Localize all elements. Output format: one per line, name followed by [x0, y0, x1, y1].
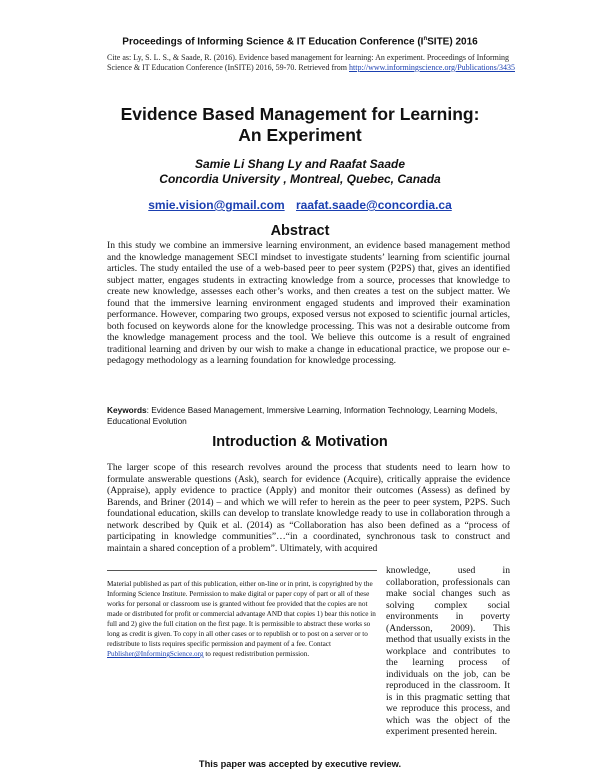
keywords-text: : Evidence Based Management, Immersive Learning, Information Technology, Learning Models, Educational Evolution: [107, 405, 498, 426]
author-names: Samie Li Shang Ly and Raafat Saade: [194, 157, 406, 171]
introduction-heading: Introduction & Motivation: [212, 434, 388, 450]
author-emails: [0, 198, 600, 212]
abstract-heading: Abstract: [270, 223, 330, 239]
title-line-1: Evidence Based Management for Learning:: [120, 104, 480, 124]
copyright-notice: [107, 570, 377, 659]
publisher-email-link[interactable]: Publisher@InformingScience.org: [107, 650, 204, 658]
proceedings-header: [0, 36, 600, 47]
keywords-label: Keywords: [107, 405, 147, 415]
review-footer: This paper was accepted by executive review.: [198, 759, 402, 769]
keywords-line: [107, 405, 510, 427]
paper-title: [0, 104, 600, 146]
header-suffix: SITE) 2016: [427, 36, 478, 48]
header-superscript: n: [423, 36, 428, 42]
title-line-2: An Experiment: [238, 125, 362, 145]
citation-text: Cite as: Ly, S. L. S., & Saade, R. (2016). Evidence based management for learning: An experiment. Proceedings of Informing Science & IT Education Conference (InSITE) 2016, 59-70. Retrieved from: [107, 53, 510, 72]
email-link-2[interactable]: raafat.saade@concordia.ca: [295, 198, 452, 212]
header-prefix: Proceedings of Informing Science & IT Education Conference (I: [122, 36, 424, 48]
notice-text: Material published as part of this publication, either on-line or in print, is copyrighted by the Informing Science Institute. Permission to make digital or paper copy of part or all of these works for personal or classroom use is granted without fee provided that the copies are not made or distributed for profit or commercial advantage AND that copies 1) bear this notice in full and 2) give the full citation on the first page. It is permissible to abstract these works so long as credit is given. To copy in all other cases or to republish or to post on a server or to redistribute to lists requires specific permission and payment of a fee. Contact: [107, 580, 376, 648]
notice-text-after: to request redistribution permission.: [203, 650, 310, 658]
email-link-1[interactable]: smie.vision@gmail.com: [148, 198, 285, 212]
introduction-text: The larger scope of this research revolves around the process that students need to learn how to formulate answerable questions (Ask), search for evidence (Acquire), critically appraise the evidence (Appraise), apply evidence to practice (Apply) and monitor their outcomes (Assess) as defined by Barends, and Briner (2014) – and which we will refer to herein as the peer to peer system, P2PS. Such foundational education, skills can develop to translate knowledge ready to use in collaboration through a network described by Quik et al. (2014) as “Collaboration has also been defined as a “process of participating in knowledge communities”…“in a coordinated, synchronous task to construct and maintain a shared conception of a problem”. Ultimately, with acquired: [107, 462, 510, 554]
introduction-text-column: knowledge, used in collaboration, professionals can make social changes such as solving complex social environments in poverty (Andersson, 2009). This method that usually exists in the workplace and contributes to the learning process of individuals on the job, can be reproduced in the classroom. It is in this pragmatic setting that we reproduce this process, and which was the object of the experiment presented herein.: [386, 565, 510, 737]
author-block: [0, 157, 600, 187]
abstract-text: In this study we combine an immersive learning environment, an evidence based management method and the knowledge management SECI mindset to investigate students’ learning from scientific journal articles. The study entailed the use of a web-based peer to peer system (P2PS) that, gives an identified subject matter, engages students in extracting knowledge from a source, processes that knowledge to create new knowledge, assesses each other’s works, and then creates a test on the subject matter. We found that the immersive learning environment engaged students and improved their examination performance. However, comparing two groups, exposed versus not exposed to scientific journal articles, both focused on keywords alone for the knowledge processing. This was not a desirable outcome from the knowledge management process and the tool. We believe this outcome is a result of engrained traditional learning and driven by our wish to make a change in educational practice, we propose our e-pedagogy methodology as a learning foundation for knowledge processing.: [107, 240, 510, 366]
author-affiliation: Concordia University , Montreal, Quebec, Canada: [159, 172, 441, 186]
citation-link[interactable]: http://www.informingscience.org/Publications/3435: [349, 62, 515, 72]
citation-block: [107, 53, 517, 72]
